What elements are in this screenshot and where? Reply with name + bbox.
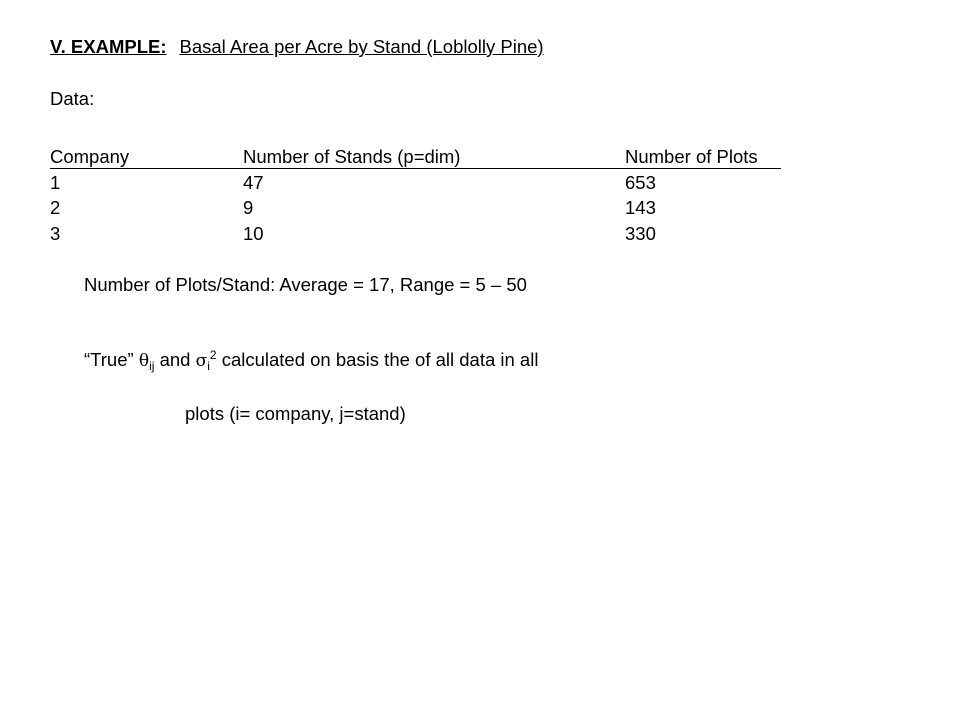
- plots-per-stand-summary: Number of Plots/Stand: Average = 17, Range = 5 – 50: [84, 274, 527, 295]
- table-header: [50, 146, 781, 169]
- data-label: Data:: [50, 88, 95, 109]
- slide-title: [50, 36, 544, 58]
- sigma-superscript: 2: [209, 348, 217, 362]
- title-text: Basal Area per Acre by Stand (Loblolly Pine): [179, 36, 544, 57]
- cell-stands: 47: [243, 172, 264, 193]
- cell-stands: 10: [243, 223, 264, 244]
- cell-plots: 653: [625, 172, 656, 193]
- cell-stands: 9: [243, 197, 254, 218]
- cell-company: 1: [50, 172, 61, 193]
- cell-plots: 143: [625, 197, 656, 218]
- true-quote: “True”: [84, 349, 134, 370]
- true-values-line: [84, 349, 538, 372]
- header-company: Company: [50, 146, 130, 167]
- and-word: and: [159, 349, 191, 370]
- true-line-rest: calculated on basis the of all data in all: [221, 349, 539, 370]
- title-label: V. EXAMPLE:: [50, 36, 167, 57]
- header-stands: Number of Stands (p=dim): [243, 146, 461, 167]
- plots-definition: plots (i= company, j=stand): [185, 403, 406, 424]
- table-row: [50, 172, 781, 194]
- table-row: [50, 197, 781, 219]
- cell-company: 2: [50, 197, 61, 218]
- table-row: [50, 223, 781, 245]
- sigma-symbol: σ: [195, 351, 208, 371]
- cell-plots: 330: [625, 223, 656, 244]
- theta-subscript: ij: [149, 359, 155, 373]
- theta-symbol: θ: [138, 351, 150, 371]
- header-plots: Number of Plots: [625, 146, 758, 167]
- cell-company: 3: [50, 223, 61, 244]
- sigma-subscript: i: [207, 359, 210, 373]
